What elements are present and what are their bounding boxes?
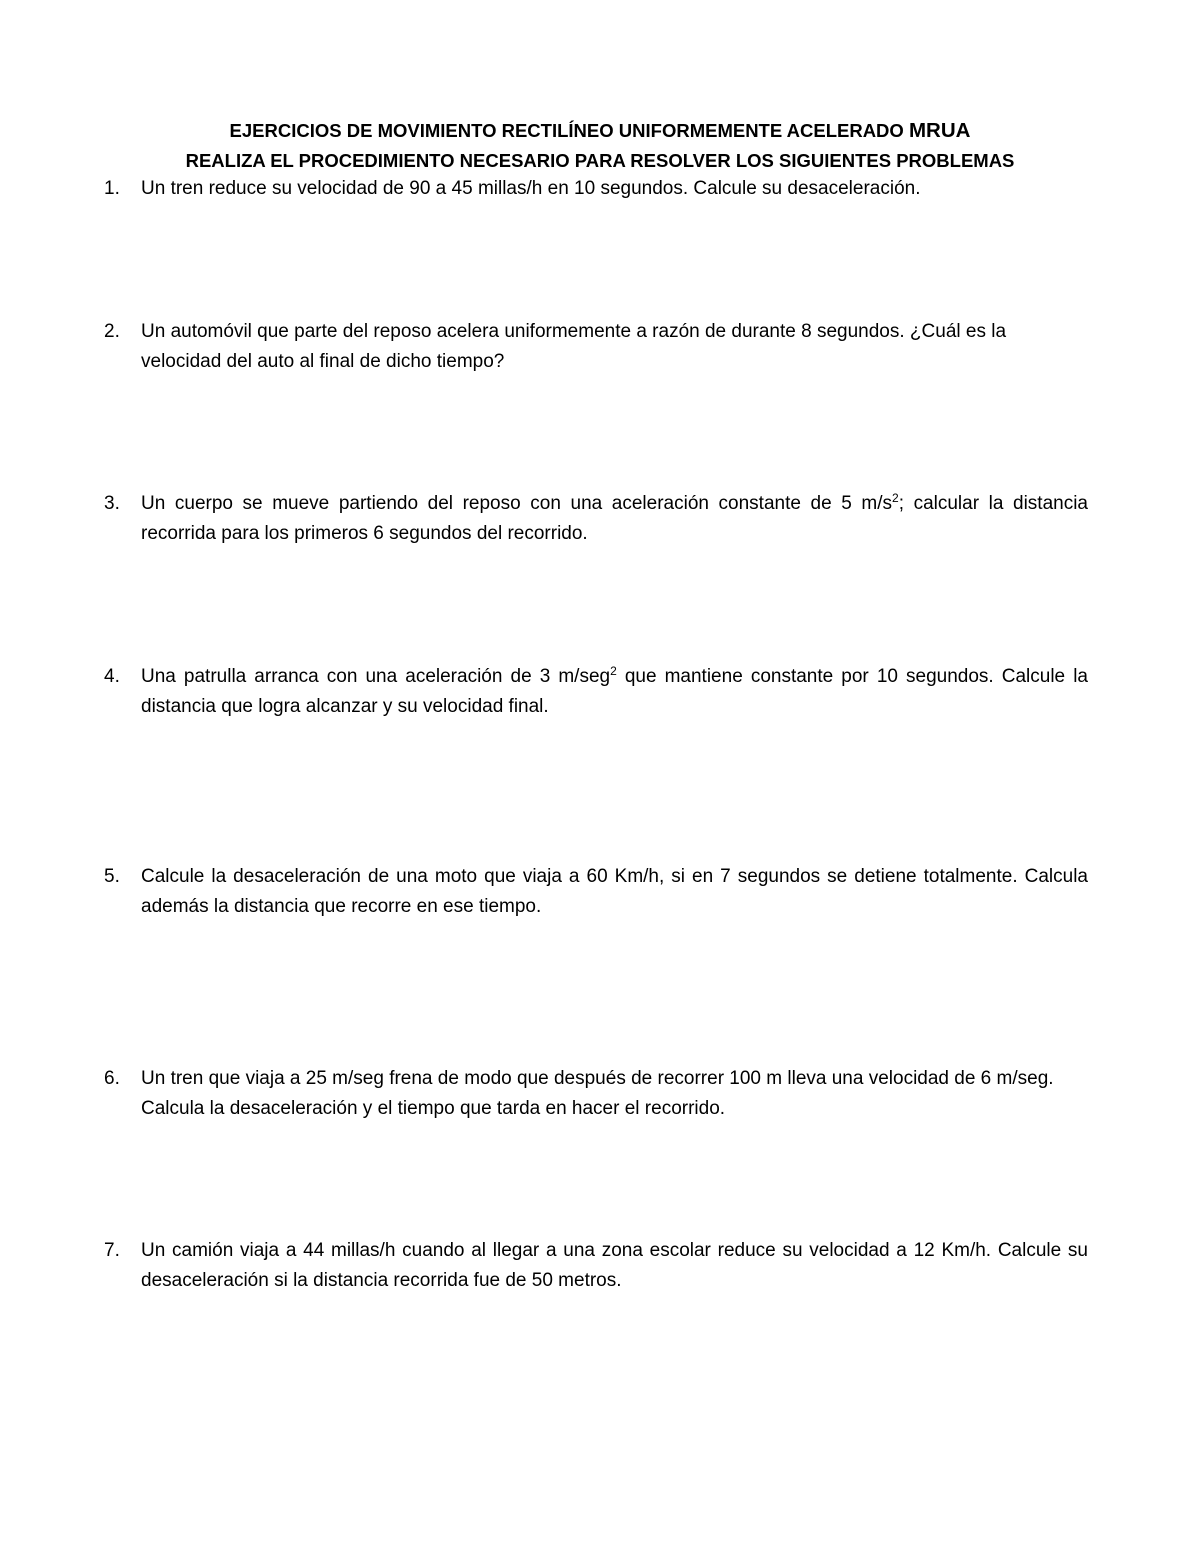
problem-text: Un tren reduce su velocidad de 90 a 45 millas/h en 10 segundos. Calcule su desaceleración. — [141, 178, 921, 199]
problem-text — [141, 662, 1088, 722]
problem-number: 7. — [104, 1240, 120, 1261]
exponent: 2 — [892, 491, 899, 505]
problem-item — [104, 174, 1088, 204]
problem-number: 3. — [104, 493, 120, 514]
problem-text-part: que mantiene constante por 10 segundos. Calcule la distancia que logra alcanzar y su velocidad final. — [141, 666, 1088, 717]
problem-number: 1. — [104, 178, 120, 199]
problem-item — [104, 1236, 1088, 1296]
problem-number: 6. — [104, 1068, 120, 1089]
problem-number: 4. — [104, 666, 120, 687]
problem-number: 2. — [104, 321, 120, 342]
page-subtitle: REALIZA EL PROCEDIMIENTO NECESARIO PARA RESOLVER LOS SIGUIENTES PROBLEMAS — [185, 150, 1015, 171]
problem-text: Un camión viaja a 44 millas/h cuando al llegar a una zona escolar reduce su velocidad a 12 Km/h. Calcule su desaceleración si la distancia recorrida fue de 50 metros. — [141, 1240, 1088, 1291]
problem-text: Calcule la desaceleración de una moto que viaja a 60 Km/h, si en 7 segundos se detiene totalmente. Calcula además la distancia que recorre en ese tiempo. — [141, 866, 1088, 917]
problem-text-part: ; calcular la distancia recorrida para los primeros 6 segundos del recorrido. — [141, 493, 1088, 544]
problem-item — [104, 489, 1088, 549]
page-title-text: EJERCICIOS DE MOVIMIENTO RECTILÍNEO UNIFORMEMENTE ACELERADO — [229, 120, 904, 141]
problem-text-part: Un cuerpo se mueve partiendo del reposo con una aceleración constante de 5 m/s — [141, 493, 893, 514]
problem-item — [104, 317, 1088, 377]
problem-item — [104, 662, 1088, 722]
problem-text — [141, 489, 1088, 549]
problem-text-part: Una patrulla arranca con una aceleración de 3 m/seg — [141, 666, 611, 687]
exponent: 2 — [610, 664, 617, 678]
page-title-acronym: MRUA — [908, 119, 971, 142]
page-title — [100, 116, 1100, 146]
problem-text: Un tren que viaja a 25 m/seg frena de modo que después de recorrer 100 m lleva una velocidad de 6 m/seg. Calcula la desaceleración y el tiempo que tarda en hacer el recorrido. — [141, 1068, 1054, 1119]
worksheet-header — [100, 116, 1100, 176]
problem-number: 5. — [104, 866, 120, 887]
problem-item — [104, 862, 1088, 922]
problem-text: Un automóvil que parte del reposo acelera uniformemente a razón de durante 8 segundos. ¿Cuál es la velocidad del auto al final de dicho tiempo? — [141, 321, 1007, 372]
problem-item — [104, 1064, 1088, 1124]
